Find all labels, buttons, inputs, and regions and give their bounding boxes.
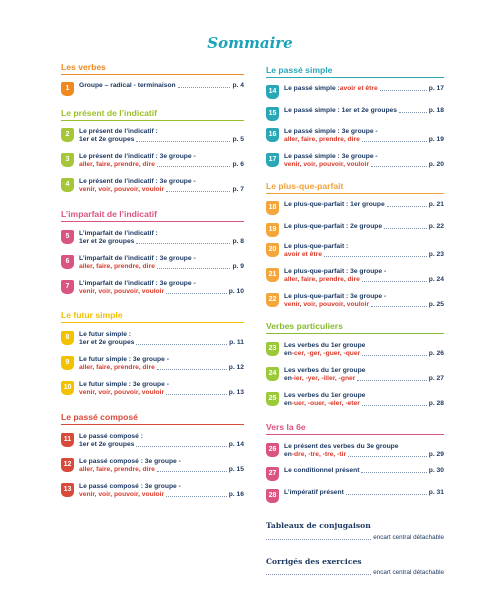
section-title: Le présent de l’indicatif xyxy=(61,108,244,121)
section-title: Verbes particuliers xyxy=(266,321,444,334)
section-title: Le futur simple xyxy=(61,310,244,323)
section-title: Le plus-que-parfait xyxy=(266,181,444,194)
page-number: p. 5 xyxy=(232,136,244,144)
entry-number-badge: 1 xyxy=(61,82,74,96)
section-futur xyxy=(61,310,244,323)
entry-number-badge: 12 xyxy=(61,458,74,472)
extra-line-corriges[interactable]: encart central détachable xyxy=(266,569,444,576)
entry-number-badge: 20 xyxy=(266,243,279,257)
page-number: p. 25 xyxy=(428,301,444,309)
page-number: p. 20 xyxy=(428,161,444,169)
page-number: p. 28 xyxy=(428,400,444,408)
section-passe-compose xyxy=(61,412,244,425)
entry-number-badge: 8 xyxy=(61,331,74,345)
page-number: p. 16 xyxy=(228,491,244,499)
entry-number-badge: 15 xyxy=(266,107,279,121)
page-number: p. 18 xyxy=(428,107,444,114)
page-number: p. 6 xyxy=(232,161,244,169)
page-number: p. 8 xyxy=(232,238,244,246)
page-number: p. 7 xyxy=(232,186,244,194)
section-les-verbes xyxy=(61,62,244,75)
page-number: p. 14 xyxy=(228,441,244,449)
entry-number-badge: 17 xyxy=(266,153,279,167)
page-number: p. 19 xyxy=(428,136,444,144)
section-vers-la-6e xyxy=(266,422,444,435)
entry-number-badge: 10 xyxy=(61,381,74,395)
section-title: L’imparfait de l’indicatif xyxy=(61,209,244,222)
entry-number-badge: 14 xyxy=(266,85,279,99)
entry-number-badge: 21 xyxy=(266,268,279,282)
extra-title-corriges: Corrigés des exercices xyxy=(266,557,362,566)
section-present xyxy=(61,108,244,121)
page-number: p. 22 xyxy=(428,223,444,230)
extra-title-tableaux: Tableaux de conjugaison xyxy=(266,521,371,530)
page-number: p. 26 xyxy=(428,350,444,358)
entry-number-badge: 27 xyxy=(266,467,279,481)
entry-number-badge: 3 xyxy=(61,153,74,167)
page-number: p. 12 xyxy=(228,364,244,372)
entry-number-badge: 28 xyxy=(266,489,279,503)
page-number: p. 29 xyxy=(428,451,444,459)
entry-number-badge: 4 xyxy=(61,178,74,192)
entry-number-badge: 16 xyxy=(266,128,279,142)
page-number: p. 13 xyxy=(228,389,244,397)
section-title: Vers la 6e xyxy=(266,422,444,435)
entry-number-badge: 24 xyxy=(266,367,279,381)
page-number: p. 30 xyxy=(428,467,444,474)
entry-number-badge: 6 xyxy=(61,255,74,269)
entry-number-badge: 26 xyxy=(266,443,279,457)
page-number: p. 9 xyxy=(232,263,244,271)
entry-number-badge: 5 xyxy=(61,230,74,244)
section-verbes-particuliers xyxy=(266,321,444,334)
page-number: p. 10 xyxy=(228,288,244,296)
entry-number-badge: 13 xyxy=(61,483,74,497)
entry-number-badge: 11 xyxy=(61,433,74,447)
entry-number-badge: 18 xyxy=(266,201,279,215)
entry-number-badge: 7 xyxy=(61,280,74,294)
page-number: p. 17 xyxy=(428,85,444,92)
entry-number-badge: 22 xyxy=(266,293,279,307)
page-number: p. 21 xyxy=(428,201,444,208)
page-number: p. 4 xyxy=(232,82,244,89)
page-number: p. 23 xyxy=(428,251,444,259)
section-passe-simple xyxy=(266,65,444,78)
entry-number-badge: 19 xyxy=(266,223,279,237)
section-title: Le passé composé xyxy=(61,412,244,425)
entry-number-badge: 9 xyxy=(61,356,74,370)
entry-number-badge: 23 xyxy=(266,342,279,356)
page-number: p. 31 xyxy=(428,489,444,496)
page-title: Sommaire xyxy=(207,34,293,52)
page-number: p. 24 xyxy=(428,276,444,284)
page-number: p. 27 xyxy=(428,375,444,383)
entry-number-badge: 2 xyxy=(61,128,74,142)
page-number: p. 15 xyxy=(228,466,244,474)
entry-number-badge: 25 xyxy=(266,392,279,406)
extra-line-tableaux[interactable]: encart central détachable xyxy=(266,534,444,541)
section-title: Les verbes xyxy=(61,62,244,75)
section-imparfait xyxy=(61,209,244,222)
section-plus-que-parfait xyxy=(266,181,444,194)
entry-line: Groupe – radical - terminaison p. 4 xyxy=(79,82,244,89)
page-number: p. 11 xyxy=(229,339,244,347)
section-title: Le passé simple xyxy=(266,65,444,78)
